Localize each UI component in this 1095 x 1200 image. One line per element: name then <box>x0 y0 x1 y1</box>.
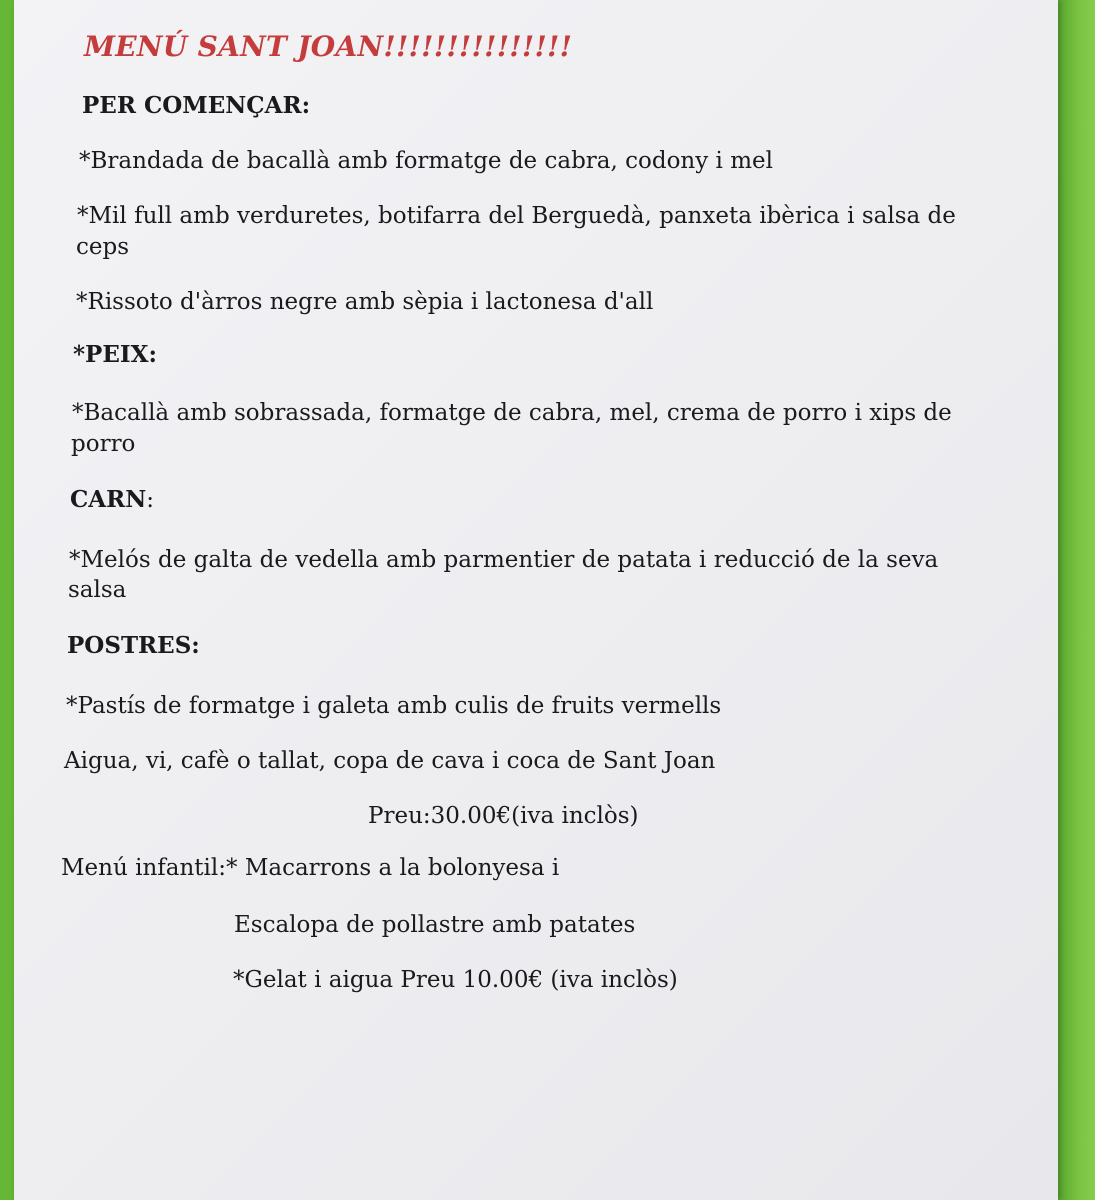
starter-item-2-line-1: *Mil full amb verduretes, botifarra del Berguedà, panxeta ibèrica i salsa de <box>77 203 956 229</box>
fish-item-1-line-2: porro <box>71 431 136 457</box>
menu-price: Preu:30.00€(iva inclòs) <box>368 803 639 829</box>
fish-item-1-line-1: *Bacallà amb sobrassada, formatge de cabra, mel, crema de porro i xips de <box>72 400 952 426</box>
dessert-item-1: *Pastís de formatge i galeta amb culis de fruits vermells <box>66 693 722 719</box>
fish-heading: *PEIX: <box>73 341 157 368</box>
drinks-line: Aigua, vi, cafè o tallat, copa de cava i coca de Sant Joan <box>64 748 716 774</box>
starters-heading: PER COMENÇAR: <box>82 92 311 119</box>
starter-item-2-line-2: ceps <box>76 234 130 260</box>
kids-menu-line-1: Menú infantil:* Macarrons a la bolonyesa i <box>61 855 560 881</box>
kids-menu-line-3: *Gelat i aigua Preu 10.00€ (iva inclòs) <box>233 967 678 993</box>
background-right-edge <box>1058 0 1095 1200</box>
meat-heading-label: CARN <box>70 486 147 513</box>
background-left-edge <box>0 0 14 1200</box>
meat-item-1-line-1: *Melós de galta de vedella amb parmentier de patata i reducció de la seva <box>69 547 939 573</box>
menu-sheet <box>14 0 1058 1200</box>
menu-title: MENÚ SANT JOAN!!!!!!!!!!!!!!! <box>84 30 573 63</box>
kids-menu-line-2: Escalopa de pollastre amb patates <box>234 912 636 938</box>
starter-item-1: *Brandada de bacallà amb formatge de cabra, codony i mel <box>79 148 773 174</box>
meat-item-1-line-2: salsa <box>68 577 127 603</box>
meat-heading <box>70 486 154 513</box>
starter-item-3: *Rissoto d'àrros negre amb sèpia i lactonesa d'all <box>76 289 654 315</box>
meat-heading-colon: : <box>146 487 155 513</box>
desserts-heading: POSTRES: <box>67 632 200 659</box>
